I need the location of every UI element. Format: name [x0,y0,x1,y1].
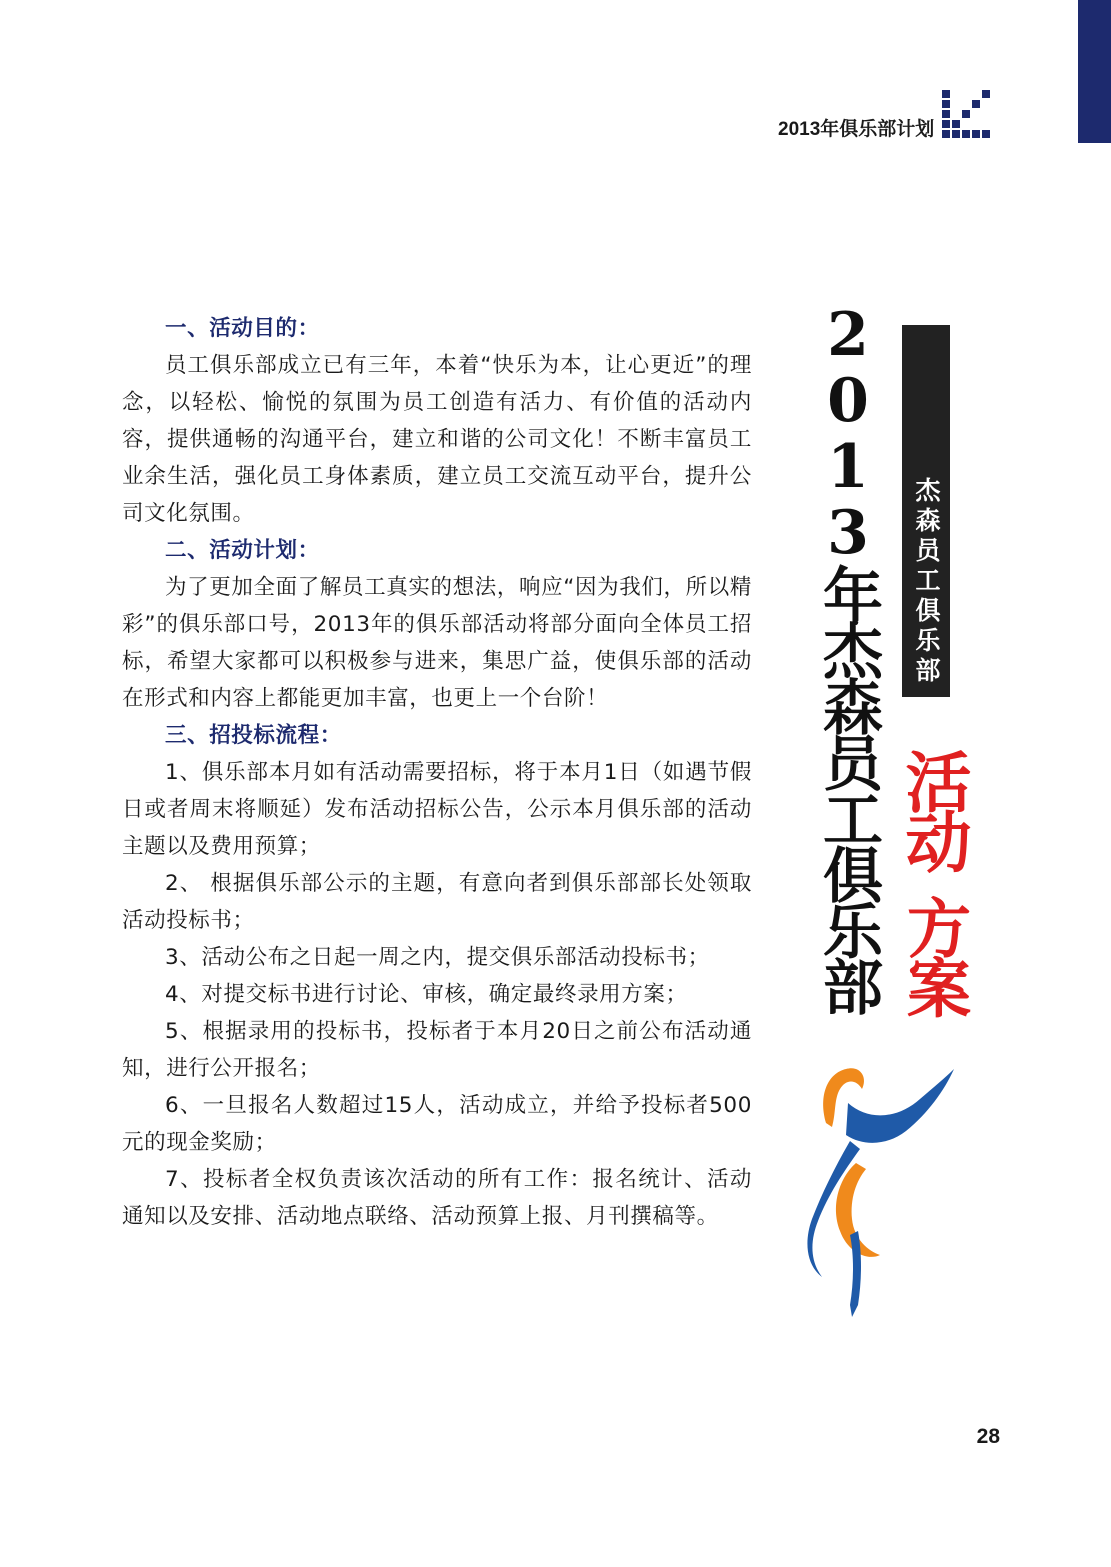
process-step-2: 2、 根据俱乐部公示的主题，有意向者到俱乐部部长处领取活动投标书； [122,871,752,933]
section-heading-purpose: 一、活动目的： [165,316,320,341]
runner-figure-icon [788,1055,958,1320]
vertical-title: 2013年杰森员工俱乐部 [813,300,883,1012]
figure-blue-leg-stroke [850,1231,861,1317]
section-heading-process: 三、招投标流程： [165,723,342,748]
process-step-7: 7、投标者全权负责该次活动的所有工作：报名统计、活动通知以及安排、活动地点联络、活动预算上报、月刊撰稿等。 [122,1167,752,1229]
club-name-label: 杰森员工俱乐部 [912,477,941,687]
section-heading-plan: 二、活动计划： [165,538,320,563]
article-body [122,310,752,1235]
club-name-bar [902,325,950,697]
red-title-plan: 方案 [896,895,971,1015]
pixel-logo-icon [940,88,996,144]
process-step-3: 3、活动公布之日起一周之内，提交俱乐部活动投标书； [165,945,710,970]
process-step-4: 4、对提交标书进行讨论、审核，确定最终录用方案； [165,982,688,1007]
paragraph-purpose: 员工俱乐部成立已有三年，本着“快乐为本，让心更近”的理念，以轻松、愉悦的氛围为员工创造有活力、有价值的活动内容，提供通畅的沟通平台，建立和谐的公司文化！不断丰富员工业余生活，强化员工身体素质，建立员工交流互动平台，提升公司文化氛围。 [122,353,752,526]
figure-blue-body-stroke [807,1141,860,1277]
chapter-tab [1078,0,1111,143]
process-step-6: 6、一旦报名人数超过15人，活动成立，并给予投标者500元的现金奖励； [122,1093,752,1155]
page-number: 28 [976,1425,1000,1448]
process-step-5: 5、根据录用的投标书，投标者于本月20日之前公布活动通知，进行公开报名； [122,1019,752,1081]
running-header-title: 2013年俱乐部计划 [778,119,935,140]
process-step-1: 1、俱乐部本月如有活动需要招标，将于本月1日（如遇节假日或者周末将顺延）发布活动招标公告，公示本月俱乐部的活动主题以及费用预算； [122,760,752,859]
red-title-activity: 活动 [894,748,972,868]
paragraph-plan: 为了更加全面了解员工真实的想法，响应“因为我们，所以精彩”的俱乐部口号，2013年的俱乐部活动将部分面向全体员工招标，希望大家都可以积极参与进来，集思广益，使俱乐部的活动在形式和内容上都能更加丰富，也更上一个台阶！ [122,575,752,711]
